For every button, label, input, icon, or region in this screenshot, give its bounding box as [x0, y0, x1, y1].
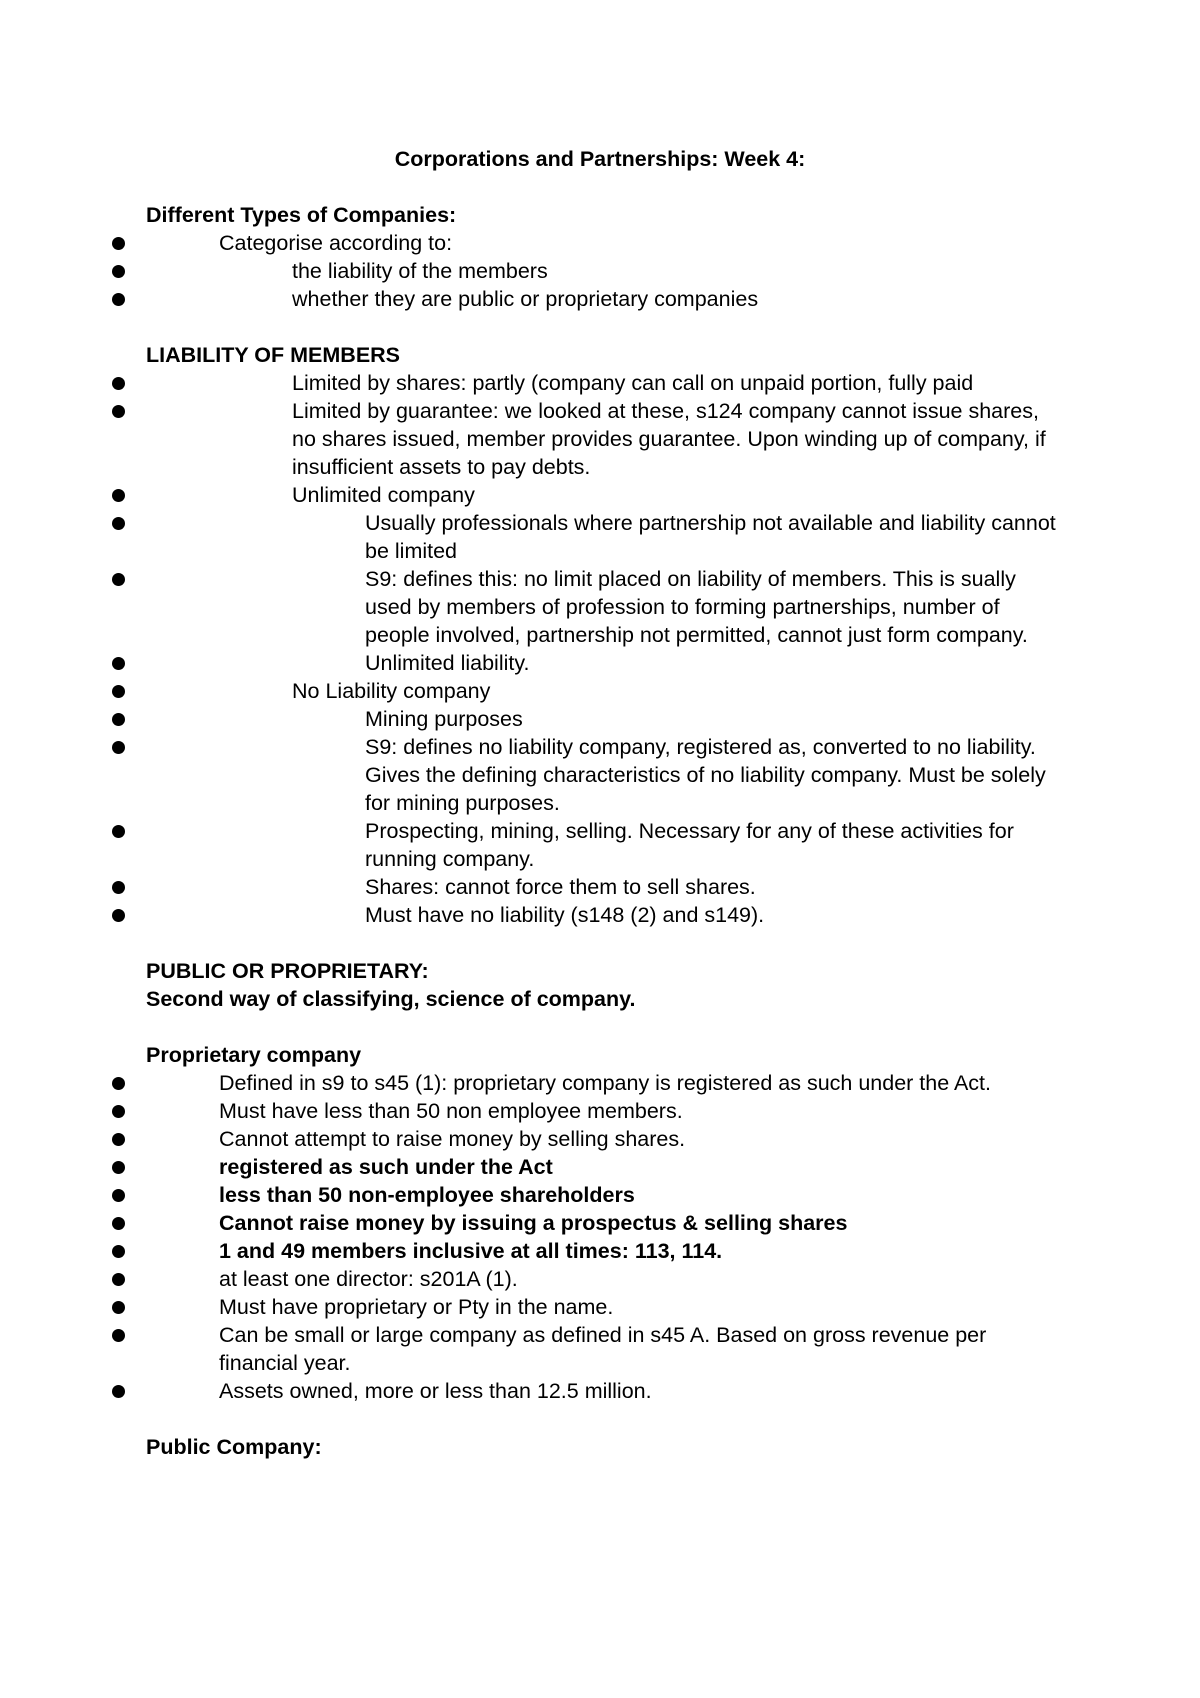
list-item: Limited by guarantee: we looked at these, s124 company cannot issue shares, no shares issued, member provides guarantee. Upon winding up of company, if insufficient assets to pay debts. [146, 397, 1066, 481]
list-item: Categorise according to: [146, 229, 1066, 257]
list-item: S9: defines this: no limit placed on liability of members. This is sually used by members of profession to forming partnerships, number of people involved, partnership not permitted, cannot just form company. [146, 565, 1066, 649]
list-item: registered as such under the Act [146, 1153, 1066, 1181]
liability-list [146, 369, 1066, 929]
list-item: Must have no liability (s148 (2) and s149). [146, 901, 1066, 929]
types-list [146, 229, 1066, 313]
document-body [146, 201, 1066, 1461]
public-proprietary-subheading: Second way of classifying, science of company. [146, 987, 636, 1011]
list-item: Unlimited company [146, 481, 1066, 509]
list-item: Shares: cannot force them to sell shares. [146, 873, 1066, 901]
list-item: Unlimited liability. [146, 649, 1066, 677]
liability-heading: LIABILITY OF MEMBERS [146, 343, 401, 367]
list-item: Limited by shares: partly (company can call on unpaid portion, fully paid [146, 369, 1066, 397]
list-item: Prospecting, mining, selling. Necessary for any of these activities for running company. [146, 817, 1066, 873]
list-item: the liability of the members [146, 257, 1066, 285]
public-proprietary-heading: PUBLIC OR PROPRIETARY: [146, 959, 429, 983]
page-title: Corporations and Partnerships: Week 4: [394, 147, 806, 171]
list-item: at least one director: s201A (1). [146, 1265, 1066, 1293]
proprietary-list [146, 1069, 1066, 1405]
list-item: Cannot raise money by issuing a prospectus & selling shares [146, 1209, 1066, 1237]
list-item: Can be small or large company as defined in s45 A. Based on gross revenue per financial year. [146, 1321, 1066, 1377]
list-item: Assets owned, more or less than 12.5 million. [146, 1377, 1066, 1405]
list-item: less than 50 non-employee shareholders [146, 1181, 1066, 1209]
list-item: Defined in s9 to s45 (1): proprietary company is registered as such under the Act. [146, 1069, 1066, 1097]
list-item: Usually professionals where partnership not available and liability cannot be limited [146, 509, 1066, 565]
list-item: whether they are public or proprietary companies [146, 285, 1066, 313]
list-item: Must have less than 50 non employee members. [146, 1097, 1066, 1125]
proprietary-heading: Proprietary company [146, 1043, 362, 1067]
list-item: 1 and 49 members inclusive at all times: 113, 114. [146, 1237, 1066, 1265]
list-item: Mining purposes [146, 705, 1066, 733]
types-heading: Different Types of Companies: [146, 203, 457, 227]
list-item: Cannot attempt to raise money by selling shares. [146, 1125, 1066, 1153]
list-item: No Liability company [146, 677, 1066, 705]
public-company-heading: Public Company: [146, 1435, 322, 1459]
list-item: Must have proprietary or Pty in the name. [146, 1293, 1066, 1321]
list-item: S9: defines no liability company, registered as, converted to no liability. Gives the defining characteristics of no liability company. Must be solely for mining purposes. [146, 733, 1066, 817]
